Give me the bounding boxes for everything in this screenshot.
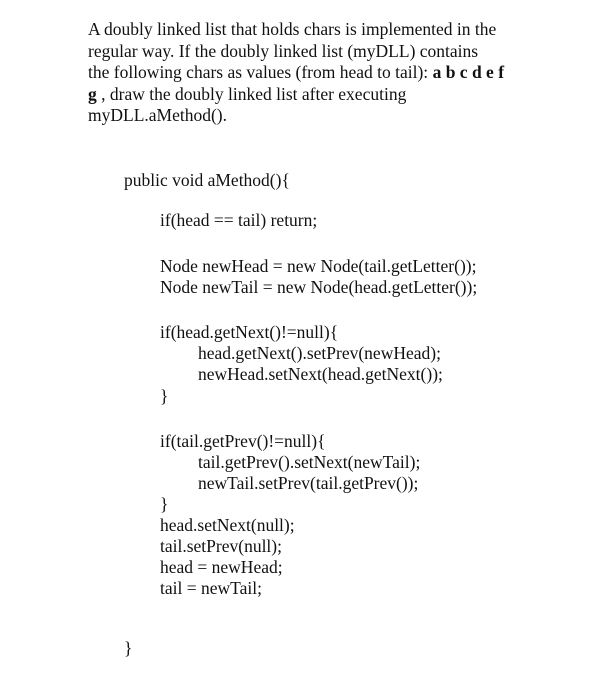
code-new-tail-line: Node newTail = new Node(head.getLetter());	[160, 277, 478, 297]
code-set-prev-new-tail-line: newTail.setPrev(tail.getPrev());	[198, 473, 419, 493]
question-line-5: myDLL.aMethod().	[88, 105, 227, 125]
question-line-3-text: the following chars as values (from head to tail):	[88, 62, 433, 82]
code-if-tail-prev-line: if(tail.getPrev()!=null){	[160, 431, 326, 451]
list-values-bold: a b c d e f	[432, 62, 505, 82]
question-line-1: A doubly linked list that holds chars is implemented in the	[88, 19, 497, 39]
code-guard-line: if(head == tail) return;	[160, 210, 318, 230]
code-set-prev-new-head-line: head.getNext().setPrev(newHead);	[198, 343, 441, 363]
code-close-if-1: }	[160, 386, 169, 406]
code-new-head-line: Node newHead = new Node(tail.getLetter());	[160, 256, 477, 276]
code-assign-tail-line: tail = newTail;	[160, 578, 262, 598]
code-set-next-new-head-line: newHead.setNext(head.getNext());	[198, 364, 443, 384]
code-if-head-next-line: if(head.getNext()!=null){	[160, 322, 339, 342]
code-close-if-2: }	[160, 494, 169, 514]
code-set-next-new-tail-line: tail.getPrev().setNext(newTail);	[198, 452, 421, 472]
list-value-g-bold: g	[88, 83, 97, 104]
code-close-method: }	[124, 638, 133, 658]
question-line-4-text: , draw the doubly linked list after executing	[96, 83, 407, 104]
code-tail-set-prev-null-line: tail.setPrev(null);	[160, 536, 282, 556]
question-line-2: regular way. If the doubly linked list (myDLL) contains	[88, 40, 479, 61]
code-assign-head-line: head = newHead;	[160, 557, 283, 577]
code-head-set-next-null-line: head.setNext(null);	[160, 515, 295, 535]
code-method-signature: public void aMethod(){	[124, 170, 290, 190]
